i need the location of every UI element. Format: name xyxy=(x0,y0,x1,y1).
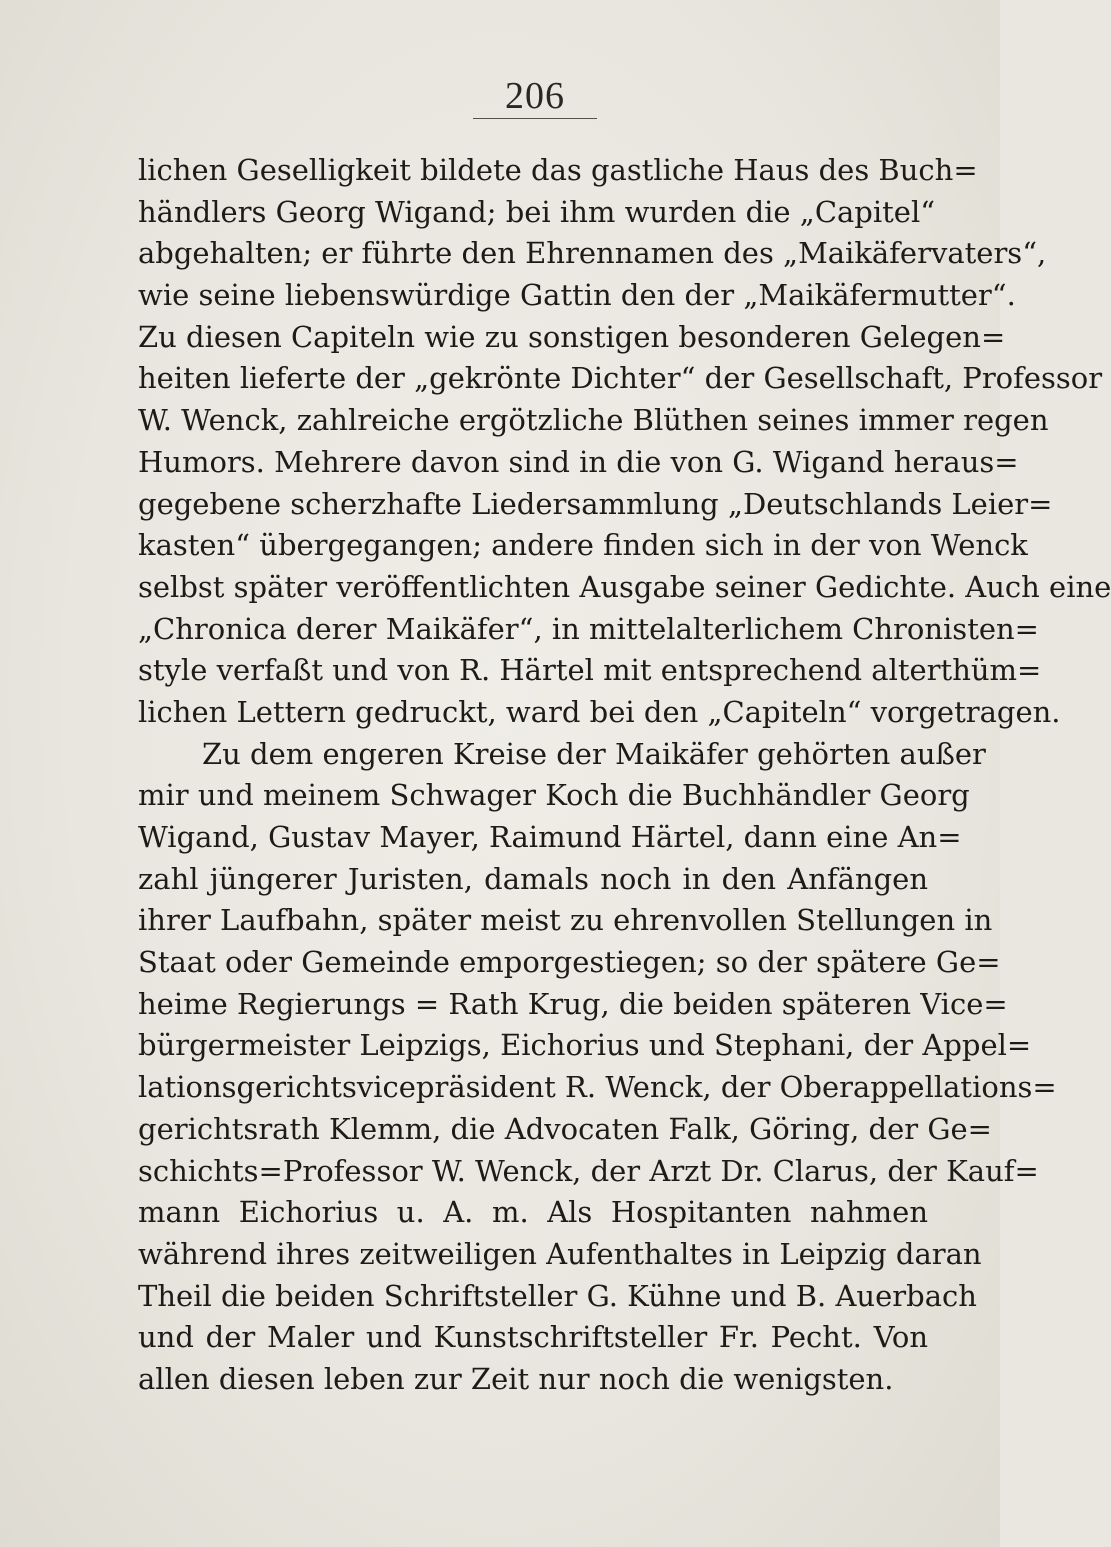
text-line: Zu dem engeren Kreise der Maikäfer gehörten außer xyxy=(202,736,986,771)
text-line: kasten“ übergegangen; andere finden sich in der von Wenck xyxy=(138,528,1028,563)
text-line: mann Eichorius u. A. m. Als Hospitanten nahmen xyxy=(138,1195,928,1230)
text-line: gegebene scherzhafte Liedersammlung „Deutschlands Leier= xyxy=(138,486,1053,521)
text-line: Staat oder Gemeinde emporgestiegen; so der spätere Ge= xyxy=(138,945,1001,980)
text-line: heiten lieferte der „gekrönte Dichter“ der Gesellschaft, Professor xyxy=(138,361,1103,396)
text-line: heime Regierungs = Rath Krug, die beiden späteren Vice= xyxy=(138,986,1008,1021)
text-line: Humors. Mehrere davon sind in die von G. Wigand heraus= xyxy=(138,444,1019,479)
text-line: zahl jüngerer Juristen, damals noch in den Anfängen xyxy=(138,861,928,896)
text-line: während ihres zeitweiligen Aufenthaltes in Leipzig daran xyxy=(138,1236,982,1271)
text-line: Wigand, Gustav Mayer, Raimund Härtel, dann eine An= xyxy=(138,820,962,854)
page-number: 206 xyxy=(505,75,565,117)
text-line: Theil die beiden Schriftsteller G. Kühne und B. Auerbach xyxy=(138,1278,977,1313)
text-line: abgehalten; er führte den Ehrennamen des „Maikäfervaters“, xyxy=(138,236,1047,271)
body-text xyxy=(138,150,1111,1401)
text-line: „Chronica derer Maikäfer“, in mittelalterlichem Chronisten= xyxy=(138,611,1039,646)
text-line: gerichtsrath Klemm, die Advocaten Falk, Göring, der Ge= xyxy=(138,1111,992,1146)
text-line: selbst später veröffentlichten Ausgabe seiner Gedichte. Auch eine xyxy=(138,569,1111,604)
text-line: schichts=Professor W. Wenck, der Arzt Dr. Clarus, der Kauf= xyxy=(138,1153,1039,1188)
text-line: wie seine liebenswürdige Gattin den der „Maikäfermutter“. xyxy=(138,278,1016,313)
text-line: W. Wenck, zahlreiche ergötzliche Blüthen seines immer regen xyxy=(138,403,1049,438)
text-line: händlers Georg Wigand; bei ihm wurden die „Capitel“ xyxy=(138,194,936,229)
header-rule xyxy=(473,118,597,119)
text-line: ihrer Laufbahn, später meist zu ehrenvollen Stellungen in xyxy=(138,903,993,938)
text-line: bürgermeister Leipzigs, Eichorius und Stephani, der Appel= xyxy=(138,1028,1032,1063)
text-line: lichen Geselligkeit bildete das gastliche Haus des Buch= xyxy=(138,153,978,187)
text-line: und der Maler und Kunstschriftsteller Fr. Pecht. Von xyxy=(138,1320,928,1355)
text-line: allen diesen leben zur Zeit nur noch die wenigsten. xyxy=(138,1361,894,1396)
text-line: style verfaßt und von R. Härtel mit entsprechend alterthüm= xyxy=(138,653,1042,688)
text-line: Zu diesen Capiteln wie zu sonstigen besonderen Gelegen= xyxy=(138,319,1006,354)
text-line: mir und meinem Schwager Koch die Buchhändler Georg xyxy=(138,778,970,813)
text-line: lationsgerichtsvicepräsident R. Wenck, der Oberappellations= xyxy=(138,1070,1057,1105)
text-line: lichen Lettern gedruckt, ward bei den „Capiteln“ vorgetragen. xyxy=(138,694,1061,729)
